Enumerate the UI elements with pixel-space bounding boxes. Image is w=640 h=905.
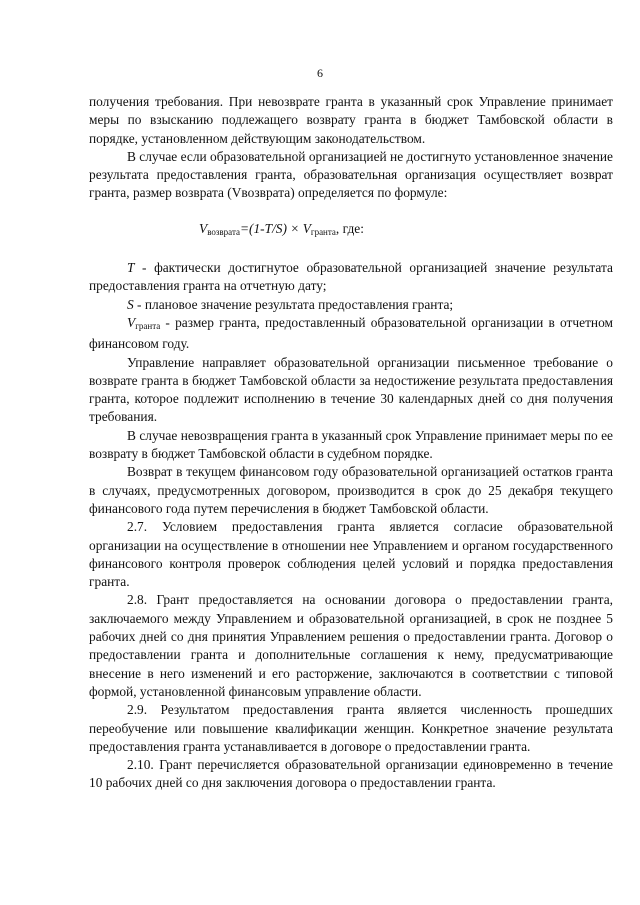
- paragraph: В случае невозвращения гранта в указанный срок Управление принимает меры по ее возврату в бюджет Тамбовской области в судебном порядке.: [89, 427, 613, 462]
- formula: $V_{возврата}=(1-T/S) \times V_{гранта}$, где:: [199, 220, 364, 237]
- definition-t: T - фактически достигнутое образовательной организацией значение результата предоставления гранта на отчетную дату;: [89, 260, 613, 294]
- definition-v: $V_{гранта}$ - размер гранта, предоставленный образовательной организации в отчетном финансовом году.: [89, 314, 613, 352]
- paragraph: Возврат в текущем финансовом году образовательной организацией остатков гранта в случаях, предусмотренных договором, производится в срок до 25 декабря текущего финансового года путем перечисления в бюджет Тамбовской области.: [89, 464, 613, 516]
- paragraph: 2.9. Результатом предоставления гранта является численность прошедших переобучение или повышение квалификации женщин. Конкретное значение результата предоставления гранта устанавливается в договоре о предоставлении гранта.: [89, 702, 613, 754]
- document-body: [89, 93, 613, 793]
- paragraph: Управление направляет образовательной организации письменное требование о возврате гранта в бюджет Тамбовской области за недостижение результата предоставления гранта, которое подлежит исполнению в течение 30 календарных дней со дня получения требования.: [89, 354, 613, 425]
- paragraph: В случае если образовательной организацией не достигнуто установленное значение результата предоставления гранта, образовательная организация осуществляет возврат гранта, размер возврата (Vвозврата) определяется по формуле:: [89, 148, 613, 201]
- paragraph: 2.10. Грант перечисляется образовательной организации единовременно в течение 10 рабочих дней со дня заключения договора о предоставлении гранта.: [89, 757, 613, 791]
- paragraph: 2.7. Условием предоставления гранта является согласие образовательной организации на осуществление в отношении нее Управлением и органом государственного финансового контроля проверок соблюдения целей условий и порядка предоставления гранта.: [89, 519, 613, 590]
- paragraph: получения требования. При невозврате гранта в указанный срок Управление принимает меры по взысканию подлежащего возврату гранта в бюджет Тамбовской области в порядке, установленном действующим законодательством.: [89, 94, 613, 146]
- paragraph: 2.8. Грант предоставляется на основании договора о предоставлении гранта, заключаемого между Управлением и образовательной организацией, в срок не позднее 5 рабочих дней со дня принятия Управлением решения о предоставлении гранта. Договор о предоставлении гранта и дополнительные соглашения к нему, предусматривающие внесение в него изменений и его расторжение, заключаются в соответствии с типовой формой, установленной финансовым управление области.: [89, 592, 613, 699]
- page-number: 6: [317, 66, 323, 80]
- definition-s: S - плановое значение результата предоставления гранта;: [127, 296, 454, 312]
